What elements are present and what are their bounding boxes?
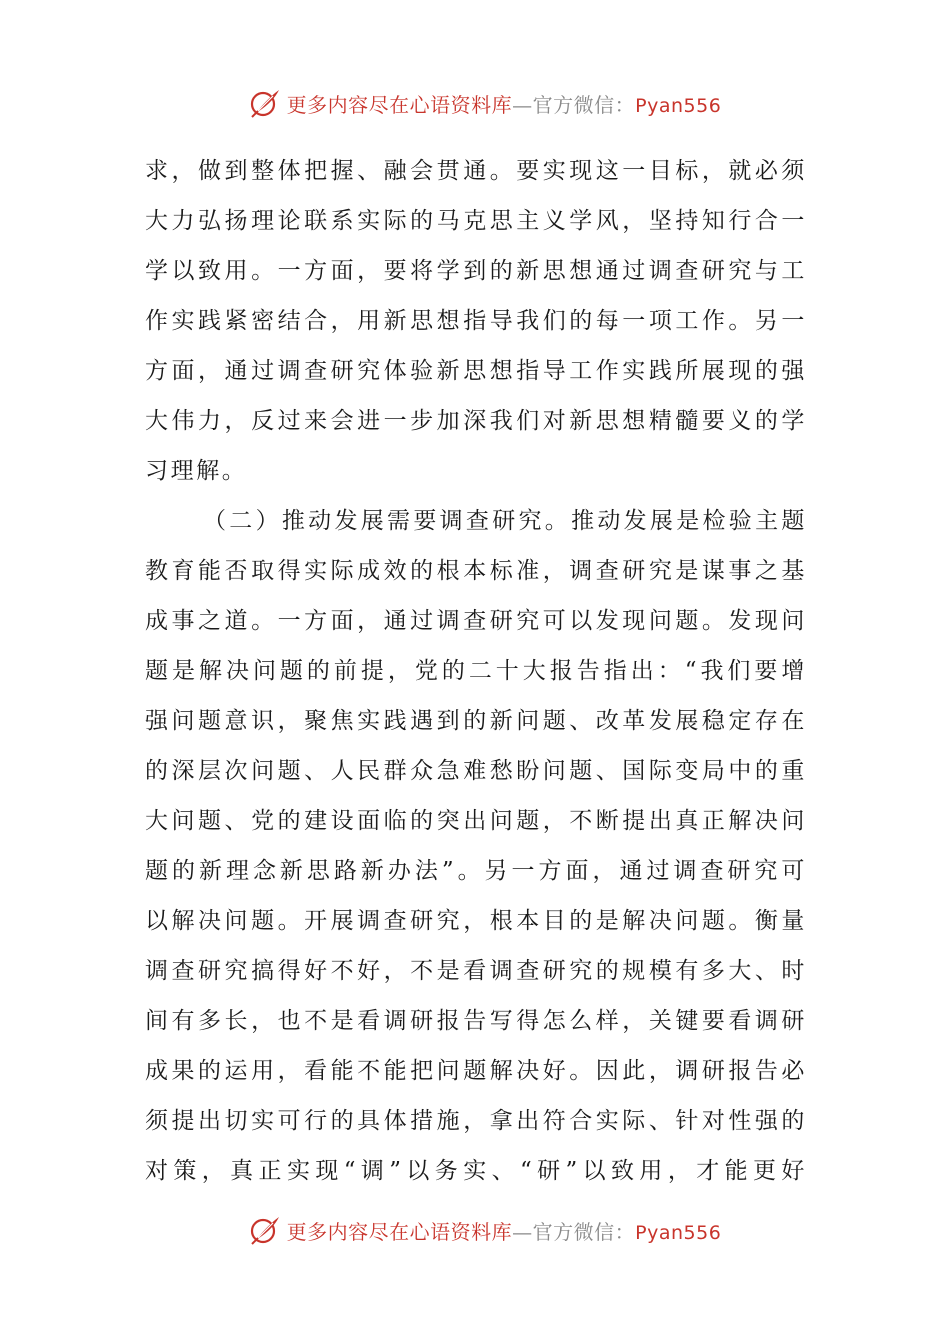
header-banner-content [249, 87, 722, 119]
body-line: 成事之道。一方面，通过调查研究可以发现问题。发现问 [145, 608, 807, 634]
body-line: 以解决问题。开展调查研究，根本目的是解决问题。衡量 [145, 908, 807, 934]
footer-separator: — [512, 1219, 533, 1244]
body-line: 求，做到整体把握、融会贯通。要实现这一目标，就必须 [145, 158, 807, 184]
footer-site-text: 更多内容尽在心语资料库 [286, 1219, 513, 1244]
body-line: 须提出切实可行的具体措施，拿出符合实际、针对性强的 [145, 1108, 807, 1134]
footer-banner-text [287, 1216, 722, 1245]
body-line: 作实践紧密结合，用新思想指导我们的每一项工作。另一 [145, 308, 807, 334]
body-line: 成果的运用，看能不能把问题解决好。因此，调研报告必 [145, 1058, 807, 1084]
header-banner-text [287, 89, 722, 118]
header-site-text: 更多内容尽在心语资料库 [286, 92, 513, 117]
header-banner [0, 83, 950, 123]
body-line: 的深层次问题、人民群众急难愁盼问题、国际变局中的重 [145, 758, 807, 784]
body-line: 方面，通过调查研究体验新思想指导工作实践所展现的强 [145, 358, 807, 384]
header-separator: — [512, 92, 533, 117]
body-line: 大力弘扬理论联系实际的马克思主义学风，坚持知行合一 [145, 208, 807, 234]
body-line-paragraph-end: 习理解。 [145, 458, 248, 484]
body-line: 调查研究搞得好不好，不是看调查研究的规模有多大、时 [145, 958, 807, 984]
body-line: 题的新理念新思路新办法”。另一方面，通过调查研究可 [145, 858, 807, 884]
section-heading-line: （二）推动发展需要调查研究。推动发展是检验主题 [203, 508, 807, 534]
body-line: 大问题、党的建设面临的突出问题，不断提出真正解决问 [145, 808, 807, 834]
quill-logo-icon [249, 1214, 281, 1246]
quill-logo-icon [249, 87, 281, 119]
body-line: 间有多长，也不是看调研报告写得怎么样，关键要看调研 [145, 1008, 807, 1034]
document-body [145, 146, 807, 1196]
header-wechat-label: 官方微信： [532, 92, 636, 117]
body-line: 学以致用。一方面，要将学到的新思想通过调查研究与工 [145, 258, 807, 284]
header-wechat-id: Pyan556 [635, 94, 722, 117]
footer-banner-content [249, 1214, 722, 1246]
footer-wechat-label: 官方微信： [532, 1219, 636, 1244]
body-line: 教育能否取得实际成效的根本标准，调查研究是谋事之基 [145, 558, 807, 584]
footer-banner [0, 1210, 950, 1250]
body-line: 题是解决问题的前提，党的二十大报告指出：“我们要增 [145, 658, 807, 684]
body-line: 对策，真正实现“调”以务实、“研”以致用，才能更好 [145, 1158, 807, 1184]
footer-wechat-id: Pyan556 [635, 1221, 722, 1244]
body-line: 强问题意识，聚焦实践遇到的新问题、改革发展稳定存在 [145, 708, 807, 734]
body-line: 大伟力，反过来会进一步加深我们对新思想精髓要义的学 [145, 408, 807, 434]
